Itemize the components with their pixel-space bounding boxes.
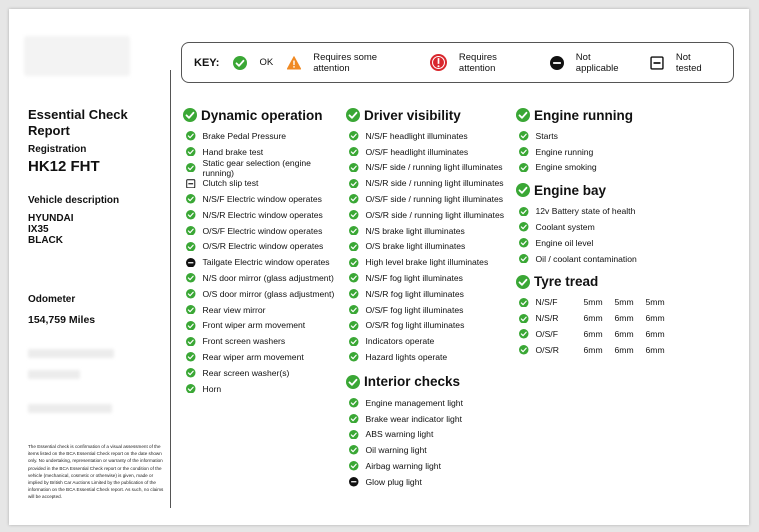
tread-depth: 6mm bbox=[645, 313, 665, 324]
section-heading bbox=[183, 106, 343, 124]
section-dynamic bbox=[183, 106, 343, 397]
check-item bbox=[346, 191, 516, 207]
check-item bbox=[183, 349, 343, 365]
section-title: Interior checks bbox=[364, 374, 461, 390]
green-check-circle-icon bbox=[186, 210, 196, 220]
tyre-row bbox=[516, 310, 716, 326]
boxed-minus-icon bbox=[650, 56, 664, 70]
check-item bbox=[346, 239, 516, 255]
check-item-label: N/S door mirror (glass adjustment) bbox=[202, 273, 334, 284]
check-item-label: N/S/F side / running light illuminates bbox=[365, 162, 503, 173]
check-item-label: Front screen washers bbox=[202, 336, 286, 347]
green-check-circle-icon bbox=[349, 242, 359, 252]
check-item-label: O/S/R fog light illuminates bbox=[365, 320, 465, 331]
green-check-circle-icon bbox=[519, 222, 529, 232]
vehicle-model: IX35 bbox=[28, 224, 49, 235]
check-item-label: O/S door mirror (glass adjustment) bbox=[202, 288, 335, 299]
green-check-circle-icon bbox=[186, 368, 196, 378]
check-item bbox=[516, 128, 716, 144]
check-item bbox=[346, 223, 516, 239]
tyre-position: N/S/R bbox=[535, 313, 559, 324]
registration-label: Registration bbox=[28, 144, 87, 155]
tread-depth: 6mm bbox=[614, 329, 634, 340]
section-running bbox=[516, 106, 716, 175]
check-item bbox=[516, 144, 716, 160]
tyre-row bbox=[516, 295, 716, 311]
check-item-label: Rear view mirror bbox=[202, 304, 266, 315]
green-check-circle-icon bbox=[349, 194, 359, 204]
tyre-row bbox=[516, 342, 716, 358]
green-check-circle-icon bbox=[183, 108, 197, 122]
section-title: Dynamic operation bbox=[201, 107, 323, 123]
check-item-label: Front wiper arm movement bbox=[202, 320, 306, 331]
green-check-circle-icon bbox=[519, 298, 529, 308]
tread-depth: 6mm bbox=[583, 344, 603, 355]
check-item-label: Rear wiper arm movement bbox=[202, 352, 304, 363]
check-item bbox=[516, 160, 716, 176]
vehicle-description-label: Vehicle description bbox=[28, 195, 120, 206]
check-item-label: Oil / coolant contamination bbox=[535, 253, 637, 264]
section-title: Tyre tread bbox=[534, 274, 599, 290]
check-item-label: Clutch slip test bbox=[202, 178, 259, 189]
green-check-circle-icon bbox=[349, 430, 359, 440]
section-heading bbox=[346, 373, 516, 391]
green-check-circle-icon bbox=[186, 273, 196, 283]
check-item-label: O/S/F headlight illuminates bbox=[365, 146, 469, 157]
check-item bbox=[183, 318, 343, 334]
green-check-circle-icon bbox=[346, 375, 360, 389]
tyre-position: N/S/F bbox=[535, 297, 558, 308]
check-item-label: N/S/F headlight illuminates bbox=[365, 130, 468, 141]
section-interior bbox=[346, 373, 516, 490]
section-visibility bbox=[346, 106, 516, 365]
green-check-circle-icon bbox=[349, 226, 359, 236]
check-item-label: High level brake light illuminates bbox=[365, 257, 489, 268]
green-check-circle-icon bbox=[349, 337, 359, 347]
check-item-label: Indicators operate bbox=[365, 336, 435, 347]
black-minus-circle-icon bbox=[349, 477, 359, 487]
green-check-circle-icon bbox=[186, 352, 196, 362]
vehicle-colour: BLACK bbox=[28, 235, 63, 246]
tread-depth: 6mm bbox=[645, 344, 665, 355]
key-item-label: Not tested bbox=[675, 51, 702, 74]
green-check-circle-icon bbox=[349, 210, 359, 220]
redacted-text bbox=[28, 349, 114, 358]
check-item-label: N/S/F Electric window operates bbox=[202, 194, 322, 205]
check-item bbox=[183, 191, 343, 207]
registration-value: HK12 FHT bbox=[28, 158, 100, 175]
check-item bbox=[346, 160, 516, 176]
check-item bbox=[346, 411, 516, 427]
check-item bbox=[346, 254, 516, 270]
vehicle-make: HYUNDAI bbox=[28, 213, 74, 224]
green-check-circle-icon bbox=[349, 352, 359, 362]
green-check-circle-icon bbox=[349, 321, 359, 331]
check-item bbox=[346, 207, 516, 223]
green-check-circle-icon bbox=[516, 183, 530, 197]
green-check-circle-icon bbox=[519, 329, 529, 339]
green-check-circle-icon bbox=[519, 345, 529, 355]
key-item-label: Not applicable bbox=[575, 51, 619, 74]
check-item bbox=[183, 302, 343, 318]
key-item-na bbox=[550, 52, 636, 74]
tread-depth: 5mm bbox=[645, 297, 665, 308]
green-check-circle-icon bbox=[519, 207, 529, 217]
check-item-label: Hand brake test bbox=[202, 146, 264, 157]
section-title: Engine bay bbox=[534, 182, 607, 198]
check-item bbox=[183, 286, 343, 302]
column-2 bbox=[346, 106, 516, 490]
check-item bbox=[346, 318, 516, 334]
check-item bbox=[183, 365, 343, 381]
key-item-attention bbox=[430, 52, 536, 74]
green-check-circle-icon bbox=[349, 131, 359, 141]
green-check-circle-icon bbox=[519, 147, 529, 157]
check-item bbox=[183, 157, 343, 178]
odometer-value: 154,759 Miles bbox=[28, 314, 96, 326]
check-item bbox=[183, 175, 343, 191]
green-check-circle-icon bbox=[186, 337, 196, 347]
section-heading bbox=[516, 273, 716, 291]
green-check-circle-icon bbox=[349, 414, 359, 424]
black-minus-circle-icon bbox=[550, 56, 564, 70]
green-check-circle-icon bbox=[186, 242, 196, 252]
green-check-circle-icon bbox=[186, 305, 196, 315]
check-item bbox=[346, 458, 516, 474]
check-item bbox=[516, 203, 716, 219]
check-item-label: Brake wear indicator light bbox=[365, 413, 462, 424]
green-check-circle-icon bbox=[349, 461, 359, 471]
check-item-label: Horn bbox=[202, 383, 222, 394]
check-item-label: Engine oil level bbox=[535, 237, 594, 248]
key-title: KEY: bbox=[194, 56, 220, 69]
check-item-label: Rear screen washer(s) bbox=[202, 367, 290, 378]
green-check-circle-icon bbox=[349, 289, 359, 299]
green-check-circle-icon bbox=[519, 163, 529, 173]
check-item-label: Hazard lights operate bbox=[365, 352, 448, 363]
check-item-label: N/S/R side / running light illuminates bbox=[365, 178, 504, 189]
section-tyres bbox=[516, 273, 716, 358]
green-check-circle-icon bbox=[516, 275, 530, 289]
check-item-label: O/S brake light illuminates bbox=[365, 241, 466, 252]
tread-depth: 6mm bbox=[583, 329, 603, 340]
check-item-label: Oil warning light bbox=[365, 445, 427, 456]
orange-warning-triangle-icon bbox=[287, 56, 301, 70]
check-item bbox=[346, 302, 516, 318]
green-check-circle-icon bbox=[349, 163, 359, 173]
section-bay bbox=[516, 181, 716, 266]
key-item-ok bbox=[233, 56, 273, 70]
vehicle-description bbox=[28, 213, 74, 246]
section-heading bbox=[516, 181, 716, 199]
check-item-label: Airbag warning light bbox=[365, 461, 441, 472]
section-title: Driver visibility bbox=[364, 107, 461, 123]
check-item bbox=[346, 427, 516, 443]
check-item-label: Engine smoking bbox=[535, 162, 597, 173]
green-check-circle-icon bbox=[186, 163, 196, 173]
check-item-label: O/S/R side / running light illuminates bbox=[365, 209, 505, 220]
check-item bbox=[346, 270, 516, 286]
check-item-label: N/S brake light illuminates bbox=[365, 225, 465, 236]
disclaimer: The Essential check is confirmation of a visual assessment of the items listed on the BCA Essential Check report on the date shown only. No undertaking, representation or warranty of the information provided in the BCA Essential Check report or the condition of the vehicle (mechanical, cosmetic or otherwise) is given, made or implied by British Car Auctions Limited by the publication of the information on the BCA Essential Check report. As such, no claims will be accepted. bbox=[28, 444, 164, 500]
tyre-position: O/S/F bbox=[535, 329, 558, 340]
report-title: Essential Check Report bbox=[28, 107, 128, 138]
check-item bbox=[183, 270, 343, 286]
check-item bbox=[346, 349, 516, 365]
green-check-circle-icon bbox=[349, 273, 359, 283]
green-check-circle-icon bbox=[349, 258, 359, 268]
check-item-label: N/S/R Electric window operates bbox=[202, 209, 323, 220]
green-check-circle-icon bbox=[519, 314, 529, 324]
section-title: Engine running bbox=[534, 107, 633, 123]
check-item bbox=[346, 474, 516, 490]
key-item-label: OK bbox=[259, 57, 274, 68]
green-check-circle-icon bbox=[349, 445, 359, 455]
green-check-circle-icon bbox=[346, 108, 360, 122]
check-item bbox=[183, 381, 343, 397]
green-check-circle-icon bbox=[349, 305, 359, 315]
green-check-circle-icon bbox=[349, 147, 359, 157]
check-item bbox=[183, 333, 343, 349]
check-item bbox=[183, 254, 343, 270]
check-item-label: Starts bbox=[535, 130, 558, 141]
key-item-label: Requires some attention bbox=[313, 51, 378, 74]
column-1 bbox=[183, 106, 343, 397]
bca-logo bbox=[24, 36, 130, 76]
check-item bbox=[516, 235, 716, 251]
check-item-label: ABS warning light bbox=[365, 429, 434, 440]
check-item bbox=[346, 442, 516, 458]
check-item-label: N/S/F fog light illuminates bbox=[365, 273, 463, 284]
tread-depth: 5mm bbox=[614, 297, 634, 308]
black-minus-circle-icon bbox=[186, 258, 196, 268]
green-check-circle-icon bbox=[186, 226, 196, 236]
green-check-circle-icon bbox=[519, 131, 529, 141]
check-item-label: Tailgate Electric window operates bbox=[202, 257, 330, 268]
green-check-circle-icon bbox=[186, 147, 196, 157]
tread-depth: 6mm bbox=[614, 344, 634, 355]
check-item-label: O/S/F side / running light illuminates bbox=[365, 194, 504, 205]
check-item bbox=[346, 333, 516, 349]
green-check-circle-icon bbox=[186, 321, 196, 331]
tread-depth: 5mm bbox=[583, 297, 603, 308]
green-check-circle-icon bbox=[349, 179, 359, 189]
red-exclamation-circle-icon bbox=[430, 54, 447, 71]
check-item-label: O/S/F Electric window operates bbox=[202, 225, 323, 236]
tyre-row bbox=[516, 326, 716, 342]
key-item-label: Requires attention bbox=[458, 51, 497, 74]
check-item bbox=[346, 175, 516, 191]
check-item bbox=[516, 219, 716, 235]
green-check-circle-icon bbox=[186, 194, 196, 204]
check-item-label: Engine running bbox=[535, 146, 594, 157]
redacted-text bbox=[28, 370, 80, 379]
check-item-label: Engine management light bbox=[365, 397, 463, 408]
key-item-warning bbox=[287, 52, 416, 74]
check-item-label: Coolant system bbox=[535, 222, 595, 233]
tyre-position: O/S/R bbox=[535, 344, 559, 355]
check-item bbox=[183, 128, 343, 144]
check-item bbox=[346, 128, 516, 144]
green-check-circle-icon bbox=[519, 238, 529, 248]
green-check-circle-icon bbox=[516, 108, 530, 122]
check-item bbox=[516, 251, 716, 267]
check-item-label: Brake Pedal Pressure bbox=[202, 130, 287, 141]
odometer-label: Odometer bbox=[28, 294, 76, 305]
check-item bbox=[346, 286, 516, 302]
green-check-circle-icon bbox=[186, 384, 196, 394]
panel-divider bbox=[170, 70, 171, 508]
green-check-circle-icon bbox=[186, 131, 196, 141]
section-heading bbox=[516, 106, 716, 124]
check-item-label: O/S/R Electric window operates bbox=[202, 241, 324, 252]
check-item bbox=[183, 207, 343, 223]
document-reference bbox=[732, 513, 733, 518]
status-key bbox=[181, 42, 734, 83]
column-3 bbox=[516, 106, 716, 358]
check-item bbox=[183, 223, 343, 239]
check-item-label: O/S/F fog light illuminates bbox=[365, 304, 464, 315]
check-item-label: 12v Battery state of health bbox=[535, 206, 636, 217]
check-item bbox=[183, 239, 343, 255]
tread-depth: 6mm bbox=[583, 313, 603, 324]
check-item-label: Glow plug light bbox=[365, 476, 422, 487]
section-heading bbox=[346, 106, 516, 124]
boxed-minus-icon bbox=[186, 179, 196, 189]
check-item bbox=[346, 144, 516, 160]
tread-depth: 6mm bbox=[614, 313, 634, 324]
green-check-circle-icon bbox=[519, 254, 529, 264]
green-check-circle-icon bbox=[349, 398, 359, 408]
check-item-label: N/S/R fog light illuminates bbox=[365, 288, 464, 299]
green-check-circle-icon bbox=[233, 56, 247, 70]
tread-depth: 6mm bbox=[645, 329, 665, 340]
key-item-not-tested bbox=[650, 52, 719, 74]
redacted-text bbox=[28, 404, 112, 413]
check-item bbox=[346, 395, 516, 411]
green-check-circle-icon bbox=[186, 289, 196, 299]
check-item-label: Static gear selection (engine running) bbox=[202, 157, 311, 178]
